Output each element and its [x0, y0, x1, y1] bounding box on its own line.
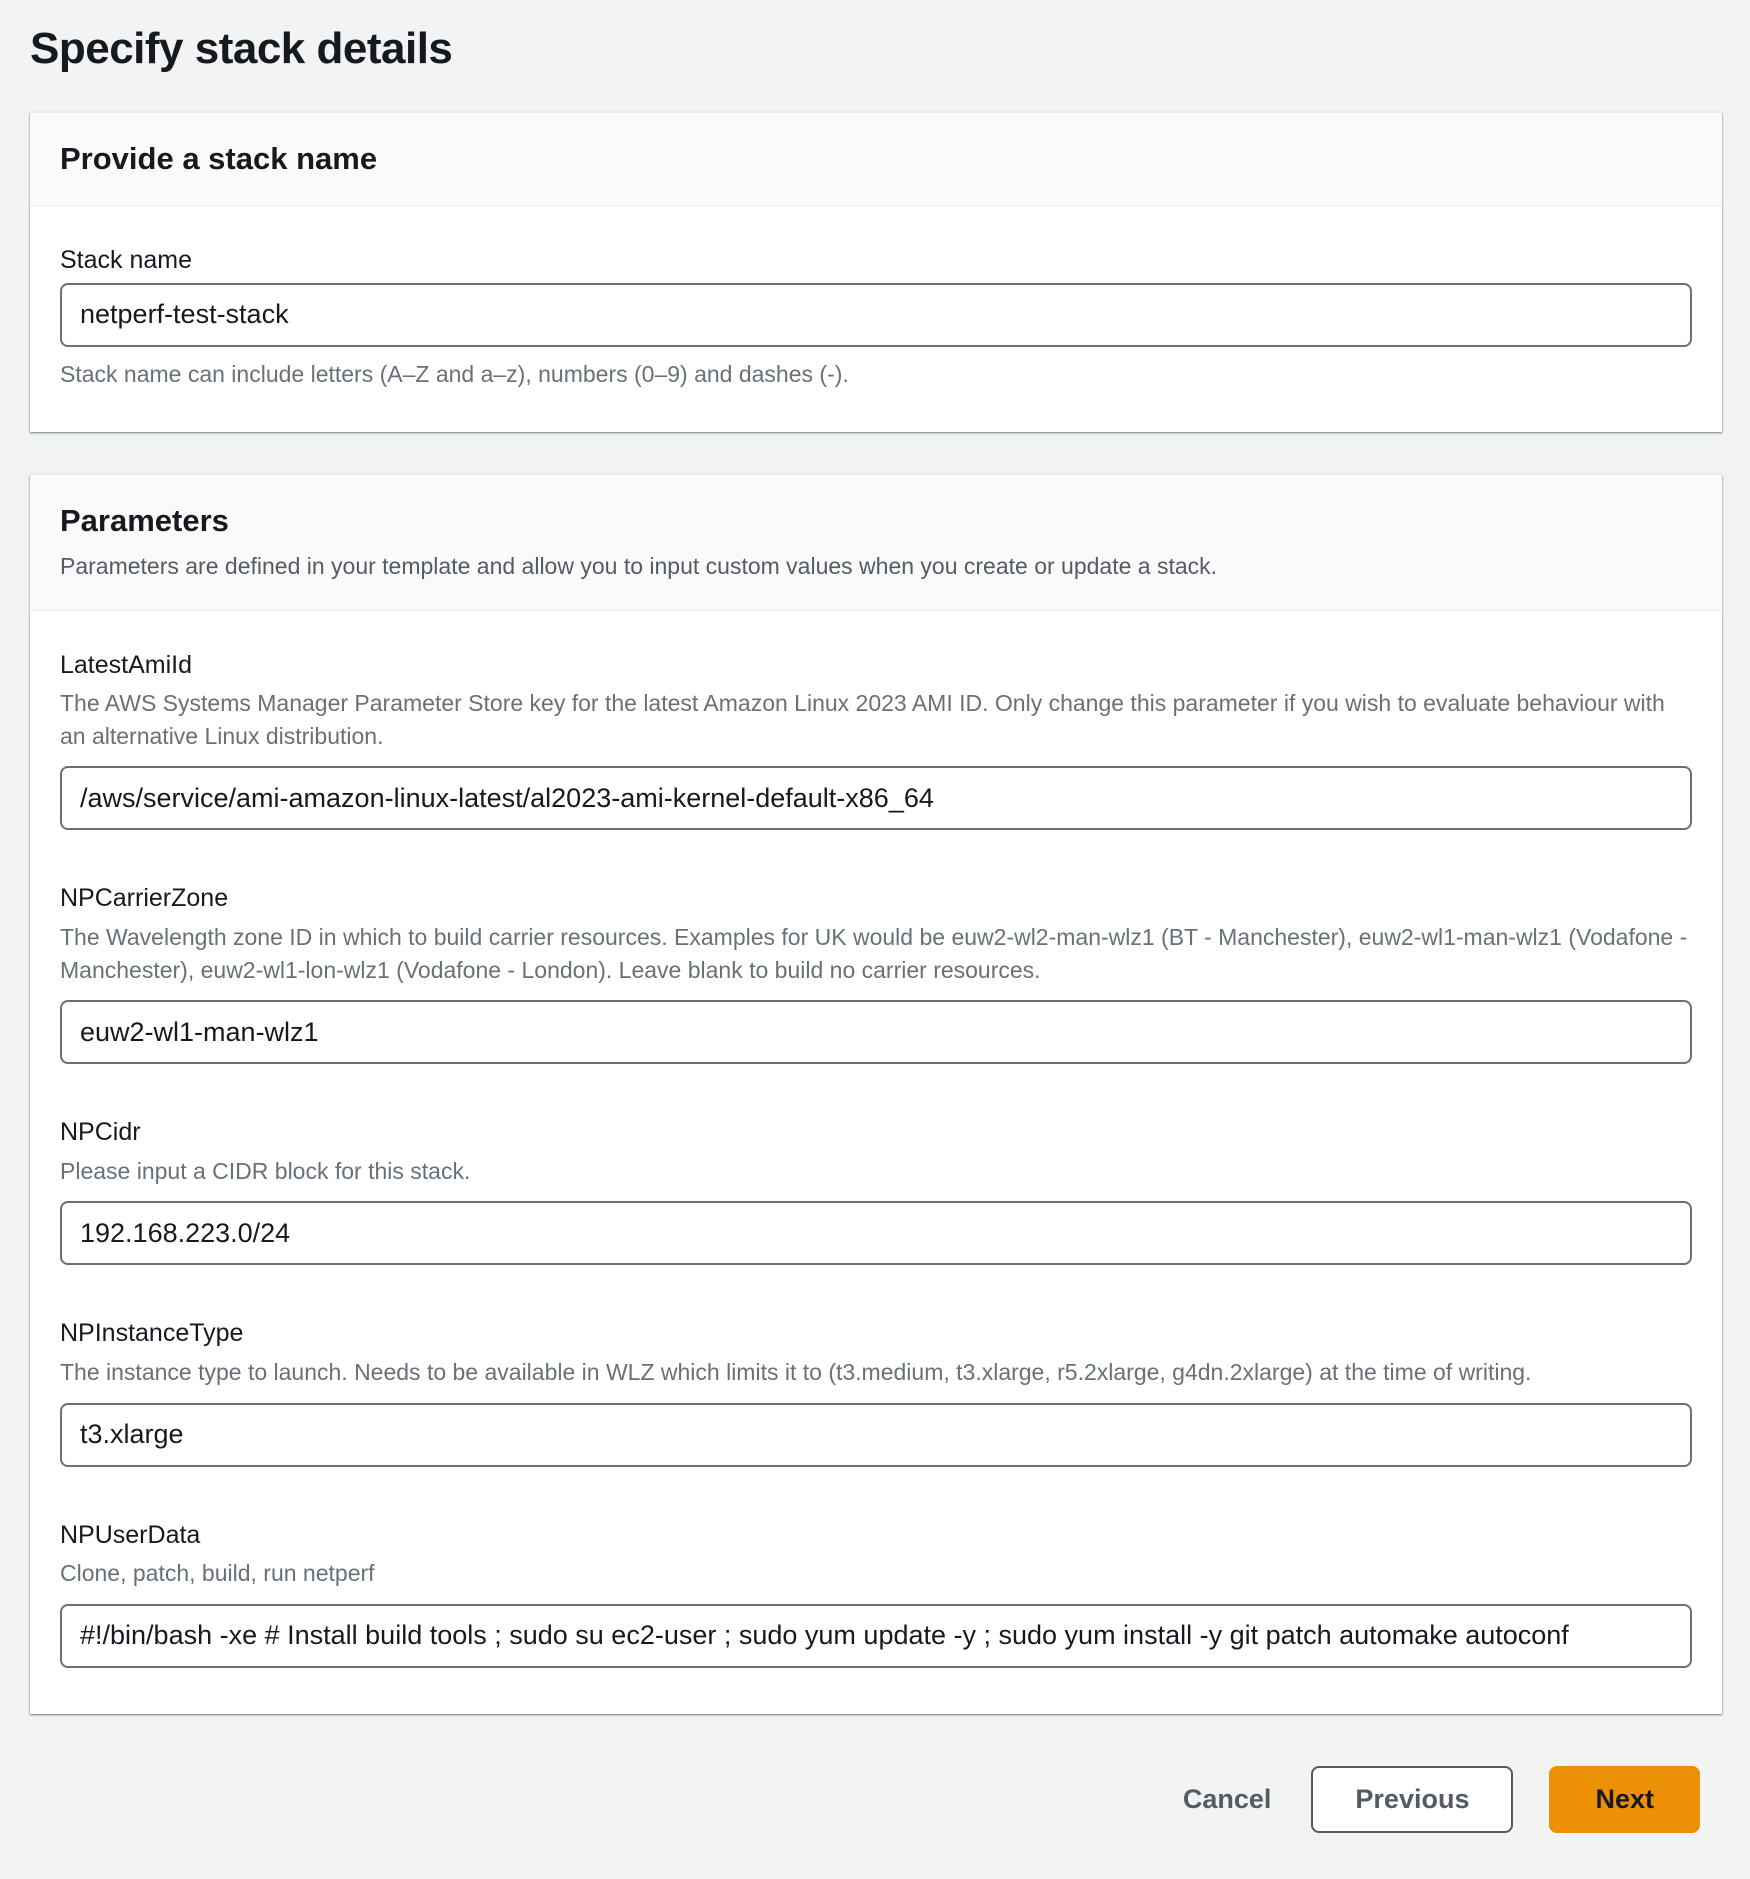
param-name: NPInstanceType: [60, 1319, 244, 1348]
stack-name-card: [30, 112, 1722, 432]
param-name: NPCarrierZone: [60, 884, 229, 913]
parameters-card-header: [30, 475, 1722, 611]
param-description: The AWS Systems Manager Parameter Store key for the latest Amazon Linux 2023 AMI ID. Only change this parameter if you wish to evaluate behaviour with an alternative Linux distribution.: [60, 690, 1665, 749]
previous-button[interactable]: Previous: [1311, 1766, 1513, 1833]
param-npuserdata-input[interactable]: [60, 1604, 1692, 1668]
param-field-npcarrierzone: [60, 882, 1692, 1064]
param-field-npcidr: [60, 1116, 1692, 1265]
next-button[interactable]: Next: [1549, 1766, 1700, 1833]
stack-name-card-header: [30, 113, 1722, 206]
param-field-npinstancetype: [60, 1317, 1692, 1466]
wizard-footer-actions: [30, 1756, 1722, 1879]
param-name: NPUserData: [60, 1520, 201, 1549]
stack-name-card-title: Provide a stack name: [60, 141, 378, 176]
stack-name-card-body: [30, 206, 1722, 432]
cancel-button[interactable]: Cancel: [1179, 1770, 1276, 1829]
param-description: The Wavelength zone ID in which to build carrier resources. Examples for UK would be euw2-wl2-man-wlz1 (BT - Manchester), euw2-wl1-man-wlz1 (Vodafone - Manchester), euw2-wl1-lon-wlz1 (Vodafone - London). Leave blank to build no carrier resources.: [60, 923, 1688, 983]
param-name: LatestAmiId: [60, 650, 193, 679]
param-npcidr-input[interactable]: [60, 1201, 1692, 1265]
param-latestamiid-input[interactable]: [60, 766, 1692, 830]
param-field-latestamiid: [60, 649, 1692, 831]
stack-name-input[interactable]: [60, 283, 1692, 347]
stack-name-label: Stack name: [60, 246, 193, 274]
param-description: Please input a CIDR block for this stack.: [60, 1157, 471, 1184]
param-npcarrierzone-input[interactable]: [60, 1000, 1692, 1064]
parameters-card-body: [30, 611, 1722, 1714]
param-description: Clone, patch, build, run netperf: [60, 1560, 375, 1587]
parameters-card-description: Parameters are defined in your template and allow you to input custom values when you create or update a stack.: [60, 552, 1218, 579]
parameters-card-title: Parameters: [60, 502, 229, 538]
param-npinstancetype-input[interactable]: [60, 1403, 1692, 1467]
page-title: Specify stack details: [30, 24, 453, 73]
parameters-card: [30, 474, 1722, 1714]
stack-name-constraint: Stack name can include letters (A–Z and a–z), numbers (0–9) and dashes (-).: [60, 360, 849, 387]
param-name: NPCidr: [60, 1118, 141, 1147]
param-description: The instance type to launch. Needs to be available in WLZ which limits it to (t3.medium, t3.xlarge, r5.2xlarge, g4dn.2xlarge) at the time of writing.: [60, 1358, 1532, 1385]
param-field-npuserdata: [60, 1519, 1692, 1668]
